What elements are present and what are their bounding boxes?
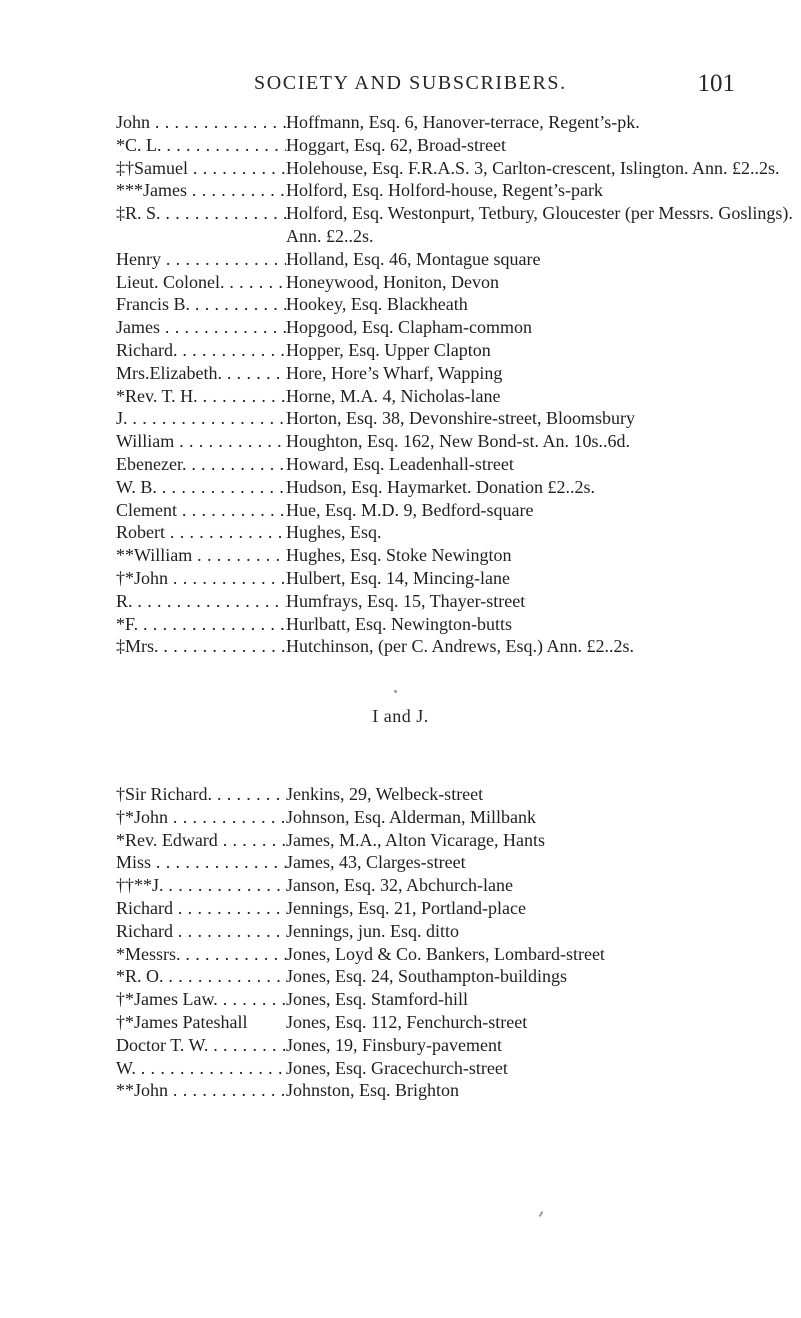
subscriber-given-name: *Messrs. . . .: [116, 943, 286, 966]
subscriber-surname-address: Hoffmann, Esq. 6, Hanover-terrace, Regent’s-pk.: [286, 112, 640, 132]
subscriber-given-name: Ebenezer. . . .: [116, 453, 286, 476]
subscriber-entry: [116, 1079, 796, 1102]
subscriber-entry: [116, 874, 796, 897]
subscriber-entry: [116, 965, 796, 988]
subscriber-surname-address: Hopgood, Esq. Clapham-common: [286, 317, 532, 338]
subscriber-entry: [116, 920, 796, 943]
subscriber-surname-address: Hopper, Esq. Upper Clapton: [286, 339, 491, 360]
ink-speck: [394, 690, 397, 693]
subscriber-surname-address: Jones, Esq. Stamford-hill: [286, 989, 468, 1010]
subscriber-entry: [116, 544, 796, 567]
subscriber-entry: [116, 179, 796, 202]
subscriber-surname-address: Holland, Esq. 46, Montague square: [286, 248, 541, 269]
subscriber-given-name: John . . .: [116, 111, 286, 134]
subscriber-surname-address: Jenkins, 29, Welbeck-street: [286, 784, 484, 804]
subscriber-surname-address: Hoggart, Esq. 62, Broad-street: [286, 134, 506, 155]
subscriber-surname-address: Howard, Esq. Leadenhall-street: [286, 453, 514, 474]
running-head-title: SOCIETY AND SUBSCRIBERS.: [254, 72, 567, 94]
subscriber-entry: [116, 806, 796, 829]
subscriber-given-name: †*James Pateshall: [116, 1011, 248, 1032]
subscriber-given-name: †*John . . .: [116, 567, 286, 590]
subscriber-entry: [116, 339, 796, 362]
subscriber-given-name: ‡R. S. . . .: [116, 202, 286, 248]
subscriber-given-name: *Rev. Edward . . .: [116, 829, 286, 852]
subscriber-given-name: Henry . . .: [116, 248, 286, 271]
subscriber-surname-address: Horne, M.A. 4, Nicholas-lane: [286, 385, 501, 406]
subscriber-given-name: **John . . .: [116, 1079, 286, 1102]
subscriber-given-name: †Sir Richard. . . .: [116, 783, 286, 806]
subscriber-surname-address: Jennings, Esq. 21, Portland-place: [286, 897, 526, 918]
subscriber-given-name: R. . . .: [116, 590, 286, 613]
subscriber-surname-address: Hutchinson, (per C. Andrews, Esq.) Ann. £2..2s.: [286, 636, 634, 657]
subscriber-given-name: *C. L. . . .: [116, 134, 286, 157]
subscriber-given-name: Richard . . .: [116, 920, 286, 943]
subscriber-entry: [116, 783, 796, 806]
subscriber-entry: [116, 476, 796, 499]
subscriber-given-name: J. . . .: [116, 407, 286, 430]
subscriber-given-name: Richard. . . .: [116, 339, 286, 362]
subscriber-entry: [116, 134, 796, 157]
subscriber-entry: [116, 157, 796, 180]
subscriber-surname-address: Honeywood, Honiton, Devon: [286, 271, 499, 292]
subscriber-given-name: James . . .: [116, 316, 286, 339]
subscriber-entry: [116, 851, 796, 874]
subscriber-surname-address: Hookey, Esq. Blackheath: [286, 294, 468, 315]
running-head: [115, 72, 735, 102]
subscriber-surname-address: Jones, 19, Finsbury-pavement: [286, 1034, 502, 1055]
subscriber-entry: [116, 1034, 796, 1057]
subscriber-entry: [116, 202, 796, 248]
subscriber-entry: [116, 111, 796, 134]
subscriber-given-name: ‡†Samuel . . .: [116, 157, 286, 180]
subscriber-given-name: Clement . . .: [116, 499, 286, 522]
subscriber-given-name: *F. . . .: [116, 613, 286, 636]
subscriber-surname-address: Jones, Esq. 24, Southampton-buildings: [286, 966, 568, 987]
subscriber-surname-address: Johnston, Esq. Brighton: [286, 1080, 460, 1101]
subscriber-entry: [116, 316, 796, 339]
subscriber-entry: [116, 613, 796, 636]
subscriber-given-name: Lieut. Colonel. . . .: [116, 271, 286, 294]
subscriber-given-name: Doctor T. W. . . .: [116, 1034, 286, 1057]
subscriber-entry: [116, 1011, 796, 1034]
subscriber-given-name: *R. O. . . .: [116, 965, 286, 988]
subscriber-surname-address: Holford, Esq. Holford-house, Regent’s-park: [286, 180, 603, 201]
subscriber-entry: [116, 943, 796, 966]
subscriber-given-name: ††**J. . . .: [116, 874, 286, 897]
subscriber-entry: [116, 988, 796, 1011]
subscriber-entry: [116, 567, 796, 590]
subscriber-surname-address: Hughes, Esq.: [286, 522, 382, 543]
subscriber-surname-address: Houghton, Esq. 162, New Bond-st. An. 10s..6d.: [286, 431, 631, 452]
subscriber-given-name: ***James . . .: [116, 179, 286, 202]
page-number: 101: [697, 70, 735, 97]
subscriber-surname-address: Jones, Loyd & Co. Bankers, Lombard-street: [286, 943, 605, 964]
subscriber-surname-address: Hurlbatt, Esq. Newington-butts: [286, 613, 512, 634]
subscriber-entry: [116, 385, 796, 408]
subscriber-entry: [116, 271, 796, 294]
subscriber-entry: [116, 407, 796, 430]
subscriber-list-h: [116, 111, 796, 658]
ink-speck: [539, 1211, 544, 1217]
subscriber-given-name: Miss . . .: [116, 851, 286, 874]
subscriber-given-name: Francis B. . . .: [116, 293, 286, 316]
subscriber-surname-address: Holehouse, Esq. F.R.A.S. 3, Carlton-crescent, Islington. Ann. £2..2s.: [286, 157, 780, 178]
subscriber-entry: [116, 453, 796, 476]
subscriber-given-name: W. . . .: [116, 1057, 286, 1080]
subscriber-entry: [116, 362, 796, 385]
subscriber-surname-address: Hulbert, Esq. 14, Mincing-lane: [286, 567, 510, 588]
subscriber-given-name: †*James Law. . . .: [116, 988, 286, 1011]
subscriber-entry: [116, 1057, 796, 1080]
subscriber-surname-address: Johnson, Esq. Alderman, Millbank: [286, 806, 536, 827]
subscriber-surname-address: Hore, Hore’s Wharf, Wapping: [286, 362, 503, 383]
subscriber-given-name: *Rev. T. H. . . .: [116, 385, 286, 408]
subscriber-given-name: **William . . .: [116, 544, 286, 567]
subscriber-entry: [116, 897, 796, 920]
subscriber-given-name: Mrs.Elizabeth. . . .: [116, 362, 286, 385]
subscriber-given-name: †*John . . .: [116, 806, 286, 829]
subscriber-given-name: W. B. . . .: [116, 476, 286, 499]
subscriber-entry: [116, 293, 796, 316]
subscriber-entry: [116, 430, 796, 453]
subscriber-entry: [116, 635, 796, 658]
subscriber-surname-address: Hue, Esq. M.D. 9, Bedford-square: [286, 499, 534, 520]
subscriber-surname-address: James, M.A., Alton Vicarage, Hants: [286, 829, 546, 850]
subscriber-given-name: William . . .: [116, 430, 286, 453]
subscriber-surname-address: Holford, Esq. Westonpurt, Tetbury, Gloucester (per Messrs. Goslings). Ann. £2..2s.: [286, 203, 793, 246]
subscriber-entry: [116, 829, 796, 852]
subscriber-entry: [116, 248, 796, 271]
subscriber-surname-address: Humfrays, Esq. 15, Thayer-street: [286, 590, 526, 611]
subscriber-surname-address: Jones, Esq. Gracechurch-street: [286, 1057, 508, 1078]
subscriber-entry: [116, 499, 796, 522]
subscriber-given-name: Richard . . .: [116, 897, 286, 920]
subscriber-entry: [116, 521, 796, 544]
subscriber-surname-address: James, 43, Clarges-street: [286, 852, 466, 873]
subscriber-given-name: Robert . . .: [116, 521, 286, 544]
subscriber-surname-address: Jennings, jun. Esq. ditto: [286, 920, 460, 941]
subscriber-surname-address: Jones, Esq. 112, Fenchurch-street: [286, 1011, 528, 1032]
subscriber-given-name: ‡Mrs. . . .: [116, 635, 286, 658]
subscriber-surname-address: Janson, Esq. 32, Abchurch-lane: [286, 875, 513, 896]
subscriber-list-ij: [116, 783, 796, 1102]
subscriber-surname-address: Horton, Esq. 38, Devonshire-street, Bloomsbury: [286, 408, 635, 429]
subscriber-entry: [116, 590, 796, 613]
subscriber-surname-address: Hudson, Esq. Haymarket. Donation £2..2s.: [286, 476, 595, 497]
section-heading: I and J.: [372, 706, 429, 726]
subscriber-surname-address: Hughes, Esq. Stoke Newington: [286, 545, 512, 566]
